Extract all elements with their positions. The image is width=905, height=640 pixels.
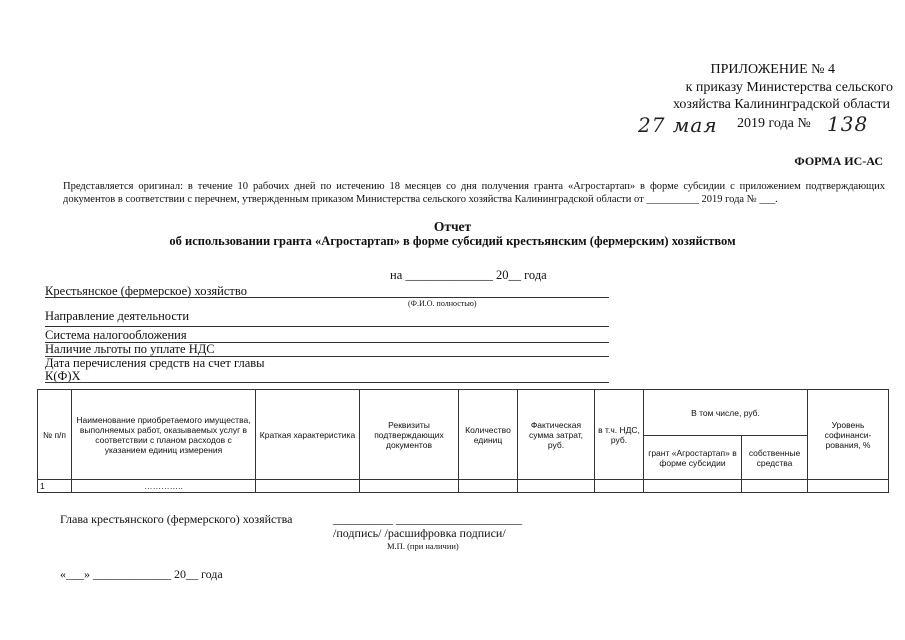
row-description-cell[interactable] [256, 480, 360, 493]
order-date: 2019 года № [737, 116, 811, 131]
handwritten-date: 27 мая [638, 113, 718, 137]
row-quantity-cell[interactable] [459, 480, 518, 493]
col-own-funds-header: собственные средства [742, 436, 808, 480]
fio-hint: (Ф.И.О. полностью) [408, 299, 477, 308]
intro-paragraph: Представляется оригинал: в течение 10 рабочих дней по истечению 18 месяцев со дня получения гранта «Агростартап» в форме субсидии с приложением подтверждающих документов в соответствии с перечнем, утвержденным приказом Министерства сельского хозяйства Калининградской области от __________ 2019 года № ___. [63, 181, 885, 205]
form-code: ФОРМА ИС-АС [794, 154, 883, 168]
col-vat-header: в т.ч. НДС, руб. [595, 390, 644, 480]
farm-label: Крестьянское (фермерское) хозяйство [45, 284, 247, 298]
row-own-funds-cell[interactable] [742, 480, 808, 493]
direction-line[interactable] [45, 326, 609, 327]
col-sum-header: Фактическая сумма затрат, руб. [518, 390, 595, 480]
row-sum-cell[interactable] [518, 480, 595, 493]
stamp-hint: М.П. (при наличии) [387, 541, 459, 551]
farm-line[interactable] [45, 297, 609, 298]
col-grant-header: грант «Агростартап» в форме субсидии [644, 436, 742, 480]
row-requisites-cell[interactable] [360, 480, 459, 493]
direction-label: Направление деятельности [45, 309, 190, 323]
col-requisites-header: Реквизиты подтверждающих документов [360, 390, 459, 480]
col-quantity-header: Количество единиц [459, 390, 518, 480]
transfer-label-1: Дата перечисления средств на счет главы [45, 356, 265, 370]
report-subtitle: об использовании гранта «Агростартап» в форме субсидий крестьянским (фермерским) хозяйством [169, 234, 736, 248]
table-row [38, 480, 889, 493]
tax-label: Система налогообложения [45, 328, 187, 342]
transfer-line[interactable] [45, 382, 609, 383]
transfer-label-2: К(Ф)Х [45, 369, 81, 383]
appendix-line-2: к приказу Министерства сельского [685, 80, 893, 95]
col-level-header: Уровень софинанси-рования, % [808, 390, 889, 480]
handwritten-number: 138 [827, 112, 869, 136]
appendix-line-3: хозяйства Калининградской области [672, 97, 890, 112]
head-of-farm-label: Глава крестьянского (фермерского) хозяйства [60, 512, 293, 526]
row-number-cell: 1 [38, 480, 72, 493]
report-table [37, 389, 889, 493]
row-grant-cell[interactable] [644, 480, 742, 493]
row-level-cell[interactable] [808, 480, 889, 493]
signature-lines[interactable]: __________ _____________________ [333, 512, 522, 526]
appendix-number: ПРИЛОЖЕНИЕ № 4 [710, 62, 835, 77]
signature-caption: /подпись/ /расшифровка подписи/ [333, 526, 506, 540]
col-description-header: Краткая характеристика [256, 390, 360, 480]
col-number-header: № п/п [38, 390, 72, 480]
row-name-cell[interactable]: ………….. [72, 480, 256, 493]
col-including-header: В том числе, руб. [644, 390, 808, 436]
report-date-line: на ______________ 20__ года [390, 268, 547, 282]
col-name-header: Наименование приобретаемого имущества, выполняемых работ, оказываемых услуг в соответствии с планом расходов с указанием единиц измерения [72, 390, 256, 480]
vat-label: Наличие льготы по уплате НДС [45, 342, 215, 356]
report-title: Отчет [433, 219, 472, 234]
row-vat-cell[interactable] [595, 480, 644, 493]
signature-date[interactable]: «___» _____________ 20__ года [60, 567, 223, 581]
